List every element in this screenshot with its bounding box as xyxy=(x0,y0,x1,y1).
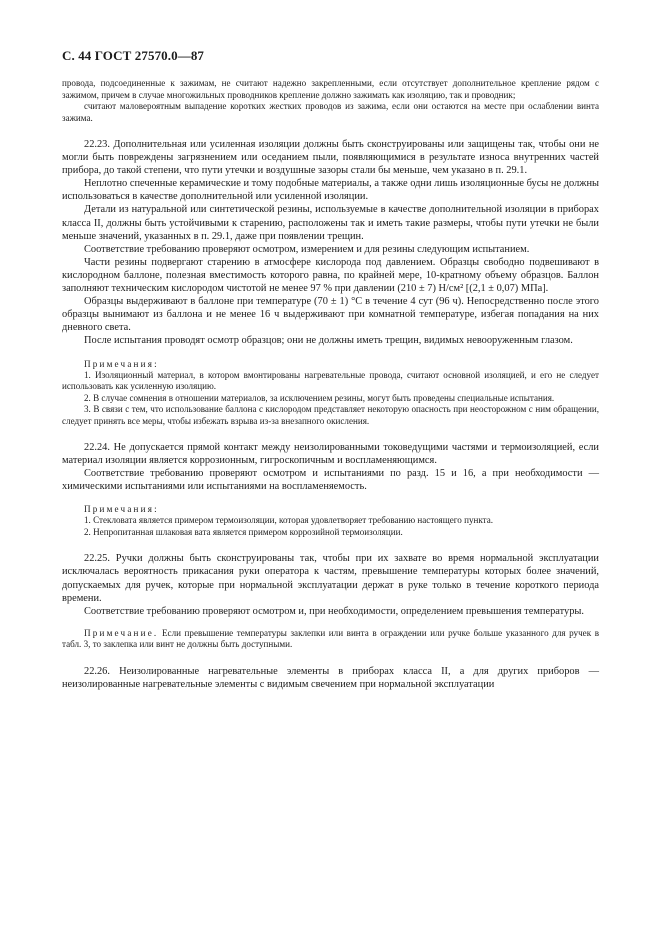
top-fragment-paragraph: провода, подсоединенные к зажимам, не считают надежно закрепленными, если отсутствует дополнительное крепление рядом с зажимом, причем в случае многожильных проводников крепление должно зажимать как изоляцию, так и проводник; xyxy=(62,78,599,100)
clause-22-23-paragraph: Неплотно спеченные керамические и тому подобные материалы, а также одни лишь изоляционные бусы не должны использоваться в качестве дополнительной или усиленной изоляции. xyxy=(62,178,599,203)
single-note xyxy=(62,628,599,651)
notes-title: Примечания: xyxy=(84,504,159,515)
clause-22-23-paragraph: Соответствие требованию проверяют осмотром, измерением и для резины следующим испытанием. xyxy=(84,243,530,255)
note-item: 1. Стекловата является примером термоизоляции, которая удовлетворяет требованию настоящего пункта. xyxy=(84,515,494,526)
top-fragment-paragraph: считают маловероятным выпадение коротких жестких проводов из зажима, если они остаются на месте при ослаблении винта зажима. xyxy=(62,101,599,123)
clause-22-23-paragraph: Образцы выдерживают в баллоне при температуре (70 ± 1) °С в течение 4 сут (96 ч). Непосредственно после этого образцы вынимают из баллона и не менее 16 ч выдерживают при комнатной температуре, избегая попадания на них дневного света. xyxy=(62,296,599,334)
clause-22-26-paragraph: 22.26. Неизолированные нагревательные элементы в приборах класса II, а для других приборов — неизолированные нагревательные элементы с видимым свечением при нормальной эксплуатации xyxy=(62,665,599,690)
clause-22-25-paragraph: Соответствие требованию проверяют осмотром и, при необходимости, определением превышения температуры. xyxy=(84,605,584,617)
clause-22-24-paragraph: 22.24. Не допускается прямой контакт между неизолированными токоведущими частями и термоизоляцией, если материал изоляции является коррозионным, гигроскопичным и воспламеняющимся. xyxy=(62,442,599,467)
clause-22-23-paragraph: 22.23. Дополнительная или усиленная изоляции должны быть сконструированы или защищены так, чтобы они не могли быть повреждены загрязнением или оседанием пыли, появляющимися в результате износа внутренних частей прибора, до такой степени, что пути утечки и воздушные зазоры стали бы меньше, чем указано в п. 29.1. xyxy=(62,139,599,177)
notes-title: Примечания: xyxy=(84,358,159,369)
clause-22-23-paragraph: Части резины подвергают старению в атмосфере кислорода под давлением. Образцы свободно подвешивают в кислородном баллоне, полезная вместимость которого равна, по крайней мере, 10-кратному объему образцов. Баллон заполняют техническим кислородом чистотой не менее 97 % при давлении (210 ± 7) Н/см² [(2,1 ± 0,07) МПа]. xyxy=(62,256,599,295)
note-item: 1. Изоляционный материал, в котором вмонтированы нагревательные провода, считают основной изоляцией, и его не следует использовать как усиленную изоляцию. xyxy=(62,369,599,391)
page-header: С. 44 ГОСТ 27570.0—87 xyxy=(62,48,205,63)
clause-22-24-paragraph: Соответствие требованию проверяют осмотром и испытаниями по разд. 15 и 16, а при необходимости — химическими испытаниями или испытаниями на воспламеняемость. xyxy=(62,468,599,493)
note-text: Если превышение температуры заклепки или винта в ограждении или ручке больше указанного для ручек в табл. 3, то заклепка или винт не должны быть доступными. xyxy=(62,627,599,650)
clause-22-25-paragraph: 22.25. Ручки должны быть сконструированы так, чтобы при их захвате во время нормальной эксплуатации исключалась вероятность прикасания руки оператора к частям, превышение температуры которых более значений, допускаемых для ручек, которые при нормальной эксплуатации держат в руке только в течение короткого периода времени. xyxy=(62,553,599,604)
note-item: 3. В связи с тем, что использование баллона с кислородом представляет некоторую опасность при неосторожном с ним обращении, следует принять все меры, чтобы избежать взрыва из-за внезапного окисления. xyxy=(62,404,599,426)
note-label: Примечание. xyxy=(84,627,159,638)
note-item: 2. Непропитанная шлаковая вата является примером коррозийной термоизоляции. xyxy=(84,526,403,537)
note-item: 2. В случае сомнения в отношении материалов, за исключением резины, могут быть проведены специальные испытания. xyxy=(84,392,555,403)
clause-22-23-paragraph: Детали из натуральной или синтетической резины, используемые в качестве дополнительной изоляции в приборах класса II, должны быть устойчивыми к старению, расположены так и иметь такие размеры, чтобы пути утечки не были меньше значений, указанных в п. 29.1, даже при появлении трещин. xyxy=(62,204,599,242)
clause-22-23-paragraph: После испытания проводят осмотр образцов; они не должны иметь трещин, видимых невооруженным глазом. xyxy=(84,335,573,347)
